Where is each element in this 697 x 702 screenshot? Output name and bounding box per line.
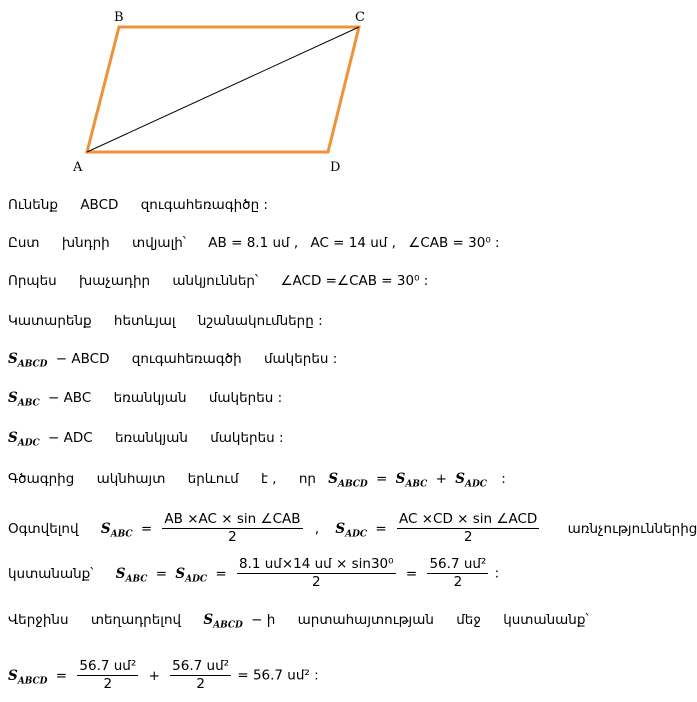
- angle-equality: ∠ACD =∠CAB = 30⁰ :: [280, 273, 429, 289]
- fraction-denominator: 2: [453, 574, 463, 590]
- word: անկյուններ՝: [172, 273, 259, 289]
- word: մեջ: [456, 612, 481, 628]
- text-line-10: կստանանք՝ $S_{ABC} = S_{ADC}$ = $\frac{\text{8.1 սմ×14 սմ × sin30⁰}}{2}$ = $\frac{\text{56.7 սմ²}}{2}$ :: [8, 556, 500, 590]
- word: կստանանք՝: [8, 565, 94, 582]
- text-line-2: [8, 234, 518, 252]
- vertex-label-d: D: [330, 160, 341, 175]
- colon: :: [501, 471, 506, 487]
- symbol-s-abc: $S_{ABC}$: [115, 565, 148, 585]
- fraction-denominator: 2: [196, 676, 205, 692]
- word: − ADC: [48, 430, 93, 446]
- vertex-label-c: C: [355, 10, 365, 25]
- word: արտահայտության: [297, 612, 434, 628]
- symbol-s-abcd: $S_{ABCD}$: [8, 667, 48, 687]
- word: ակնհայտ: [96, 471, 166, 487]
- symbol-s-abcd: $S_{ABCD}$: [203, 612, 243, 631]
- vertex-label-b: B: [114, 10, 124, 25]
- fraction-numerator: 56.7 սմ²: [429, 556, 487, 572]
- text-line-8: Գծագրից ակնհայտ երևում է , որ $S_{ABCD} = S_{ABC} + S_{ADC}$ :: [8, 471, 506, 490]
- word: մակերես :: [263, 351, 338, 367]
- given-ab: AB = 8.1 սմ ,: [208, 235, 299, 251]
- text-line-6: [8, 389, 300, 413]
- word: − ABCD: [55, 351, 110, 367]
- symbol-s-adc: $S_{ADC}$: [335, 520, 368, 540]
- given-ac: AC = 14 սմ ,: [310, 235, 396, 251]
- colon: :: [494, 565, 500, 582]
- symbol-s-abc: $S_{ABC}$: [395, 471, 428, 490]
- vertex-label-a: A: [73, 160, 83, 175]
- fraction-first-term: [77, 658, 138, 693]
- word: Որպես: [8, 273, 57, 289]
- word: տվյալի՝: [132, 235, 186, 251]
- text-line-9: Օգտվելով $S_{ABC}$ = $\frac{\text{AB ×AC × sin ∠CAB}}{2}$ , $S_{ADC}$ = $\frac{\text{AC ×CD × sin ∠ACD}}{2}$ առնչություններից: [8, 511, 697, 545]
- word: ABCD: [80, 197, 119, 213]
- symbol-s-adc: $S_{ADC}$: [8, 430, 40, 449]
- word: մակերես :: [210, 430, 284, 446]
- fraction-numerator: AB ×AC × sin ∠CAB: [164, 511, 301, 527]
- final-result: = 56.7 սմ² :: [237, 667, 319, 684]
- word: երևում: [187, 471, 239, 487]
- symbol-s-abcd: $S_{ABCD}$: [8, 351, 48, 370]
- fraction-denominator: 2: [103, 676, 113, 692]
- word: − ABC: [47, 390, 92, 406]
- word: զուգահեռագիծը :: [140, 197, 268, 213]
- text-line-12: $S_{ABCD}$ = $\frac{\text{56.7 սմ²}}{2}$ + $\frac{\text{56.7 սմ²}}{2}$ = 56.7 սմ² :: [8, 658, 319, 692]
- fraction-numerator: 56.7 սմ²: [79, 658, 137, 674]
- fraction-denominator: 2: [463, 529, 473, 545]
- word: Ըստ: [8, 235, 40, 251]
- fraction-numerator: 8.1 սմ×14 սմ × sin30⁰: [238, 556, 394, 572]
- word: եռանկյան: [113, 390, 187, 406]
- word: Օգտվելով: [8, 520, 79, 537]
- text-line-4: [8, 312, 341, 330]
- fraction-area-result: [427, 556, 488, 591]
- word: Վերջինս: [8, 612, 69, 628]
- word: մակերես :: [208, 390, 283, 406]
- word: նշանակումները :: [197, 313, 323, 329]
- fraction-numerator: 56.7 սմ²: [172, 658, 230, 674]
- word: Կատարենք: [8, 313, 92, 329]
- symbol-s-adc: $S_{ADC}$: [455, 471, 487, 490]
- fraction-numerator: AC ×CD × sin ∠ACD: [399, 511, 538, 527]
- word: կստանանք՝: [503, 612, 589, 628]
- fraction-area-adc: [397, 511, 539, 546]
- fraction-area-value: [237, 556, 396, 591]
- word: որ: [298, 471, 316, 487]
- fraction-denominator: 2: [311, 574, 321, 590]
- text-line-11: [8, 611, 607, 635]
- symbol-s-abc: $S_{ABC}$: [8, 390, 40, 409]
- text-line-5: [8, 350, 355, 374]
- text-line-1: [8, 196, 286, 214]
- text-line-7: [8, 429, 302, 453]
- word: Գծագրից: [8, 471, 75, 487]
- word: խաչադիր: [79, 273, 151, 289]
- parallelogram-figure: [0, 0, 648, 180]
- text-line-3: [8, 272, 446, 290]
- word: − ի: [251, 612, 276, 628]
- symbol-s-abc: $S_{ABC}$: [100, 520, 133, 540]
- fraction-area-abc: [162, 511, 302, 546]
- fraction-denominator: 2: [228, 529, 237, 545]
- symbol-s-adc: $S_{ADC}$: [175, 565, 208, 585]
- word: զուգահեռագծի: [131, 351, 242, 367]
- word: եռանկյան: [114, 430, 188, 446]
- given-angle: ∠CAB = 30⁰ :: [408, 235, 500, 251]
- word: Ունենք: [8, 197, 59, 213]
- word: է ,: [261, 471, 277, 487]
- symbol-s-abcd: $S_{ABCD}$: [328, 471, 368, 490]
- word: առնչություններից: [567, 520, 697, 537]
- diagonal-ac: [87, 27, 359, 152]
- fraction-second-term: [170, 658, 231, 693]
- word: խնդրի: [61, 235, 110, 251]
- word: հետևյալ: [113, 313, 176, 329]
- word: տեղադրելով: [90, 612, 182, 628]
